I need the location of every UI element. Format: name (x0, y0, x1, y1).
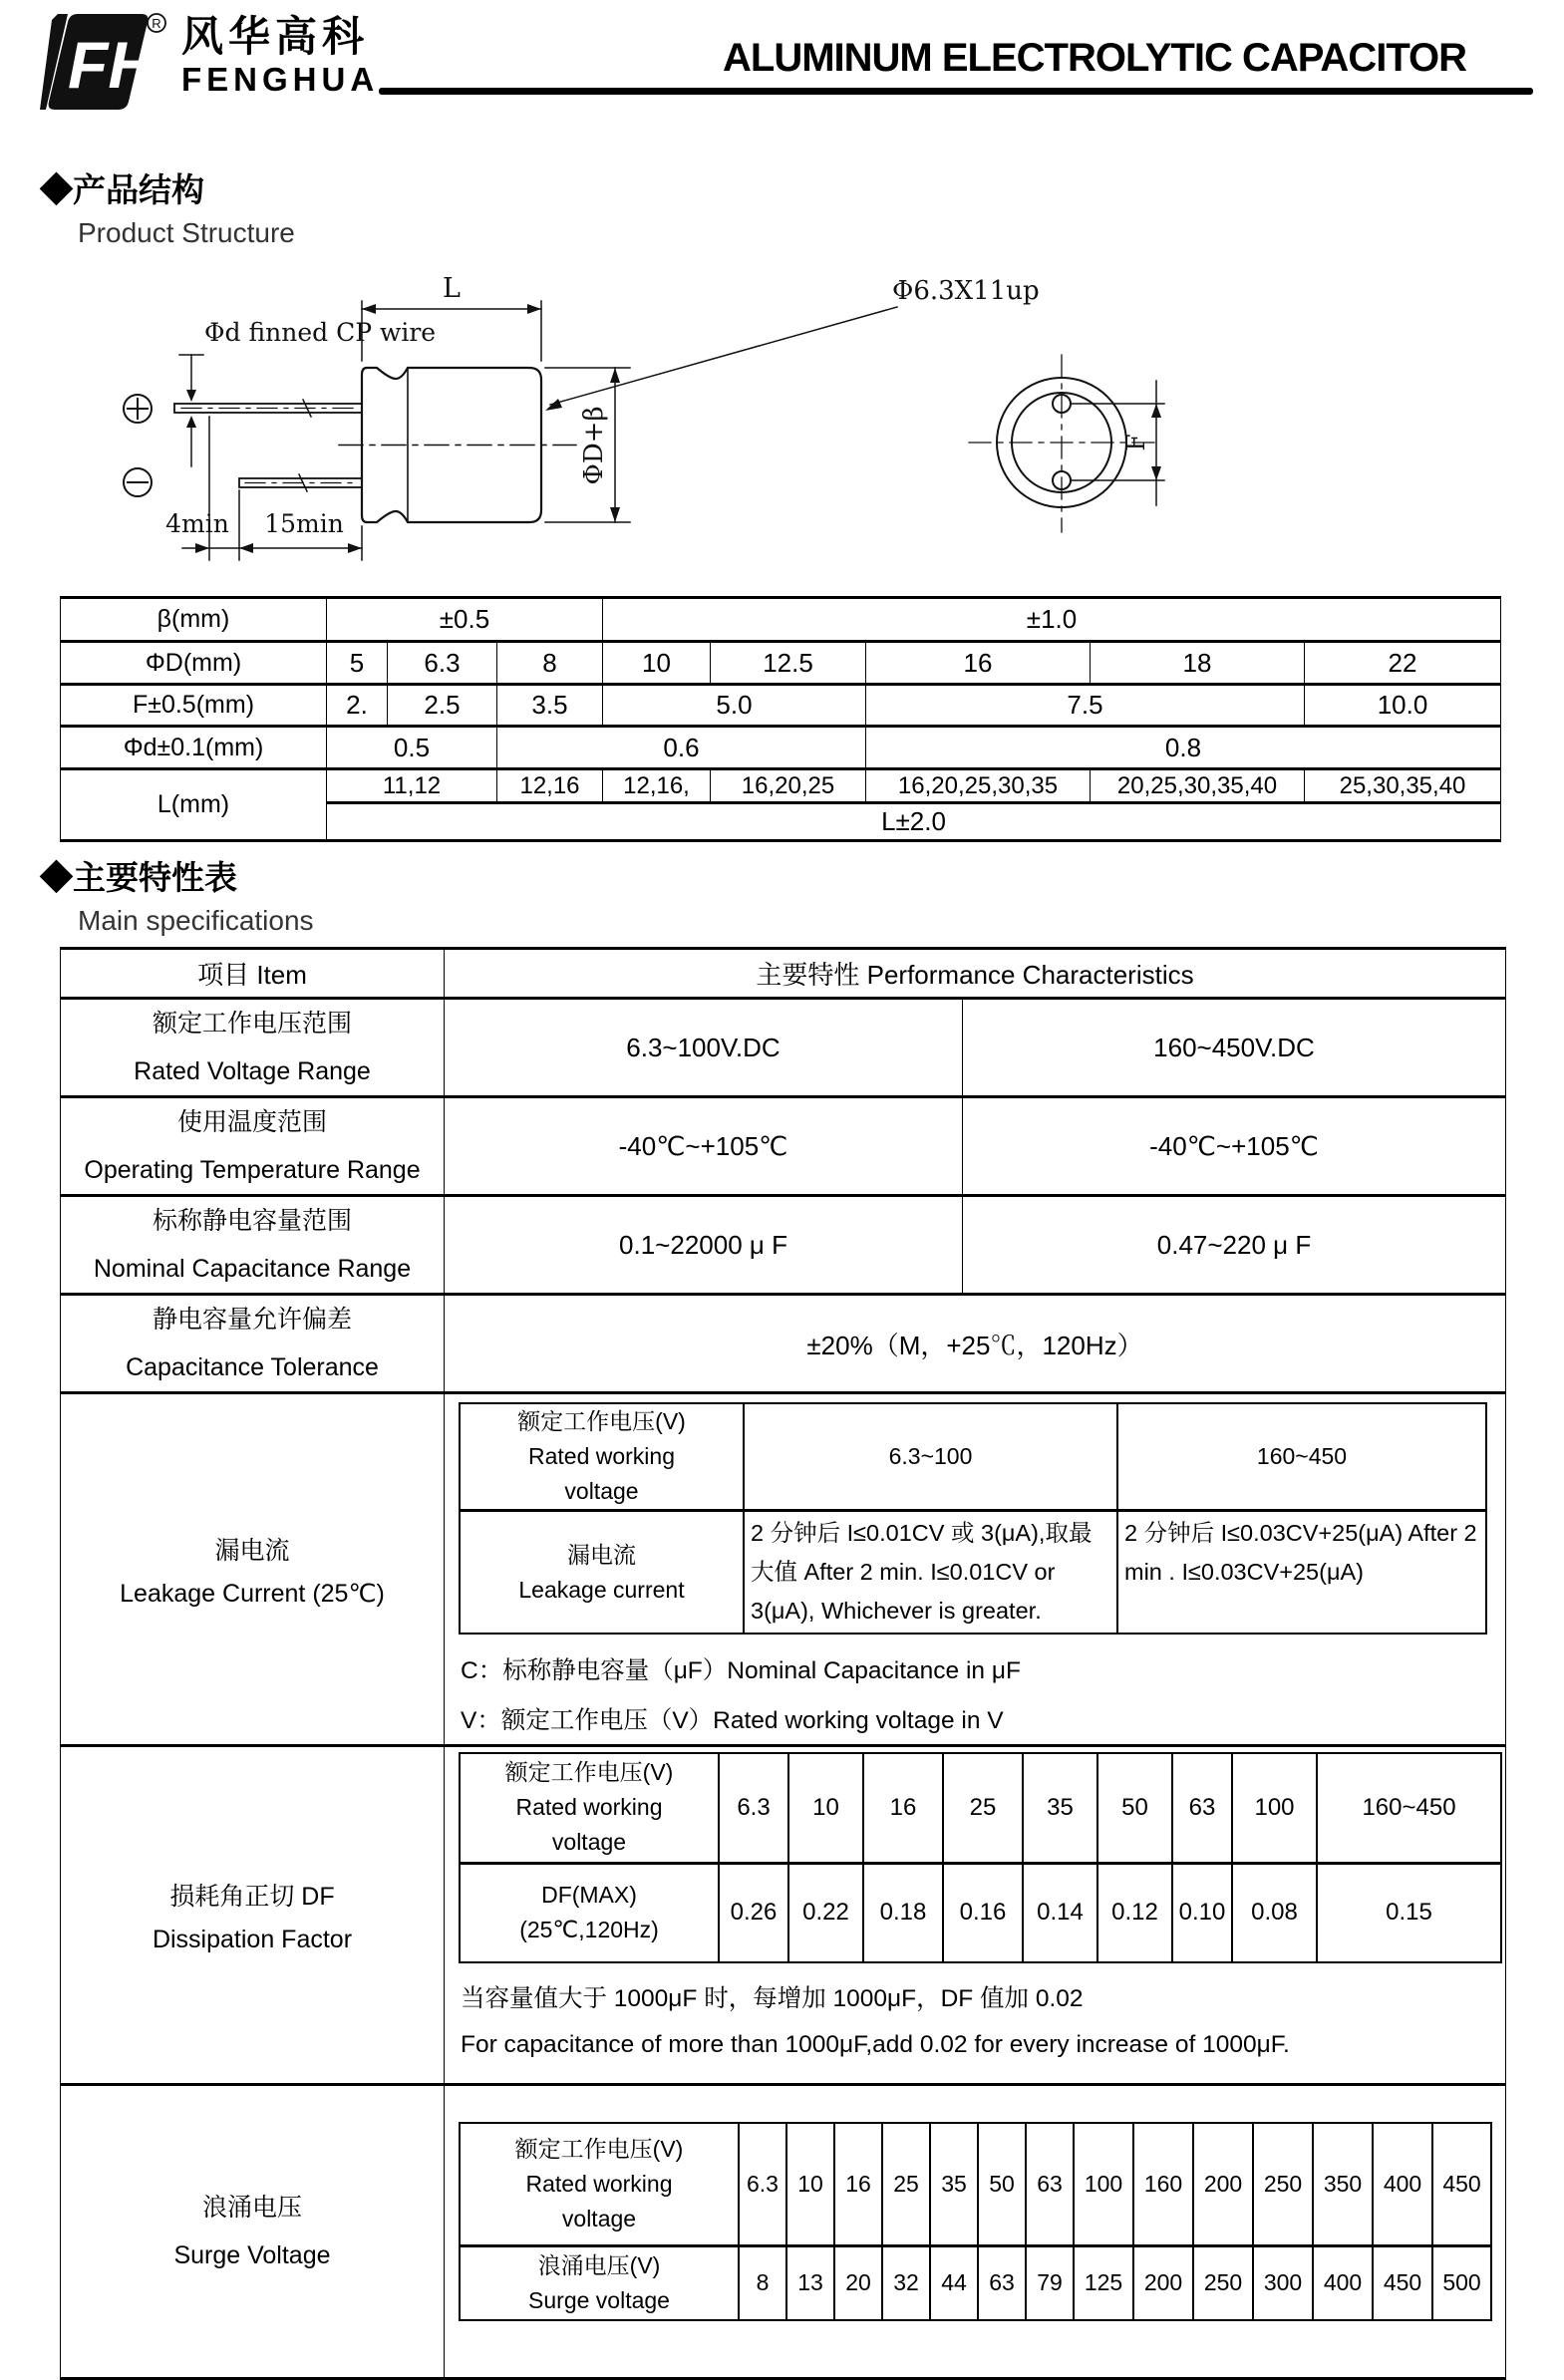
table-row (61, 999, 1506, 1097)
label-cn: 额定工作电压范围 (152, 1010, 352, 1038)
surge-voltage: 25 (882, 2123, 930, 2245)
df-voltage: 160~450 (1317, 1753, 1501, 1863)
surge-value: 125 (1074, 2245, 1133, 2320)
df-value: 0.12 (1097, 1863, 1172, 1962)
surge-value: 450 (1373, 2245, 1432, 2320)
pitch-value: 7.5 (866, 685, 1305, 727)
label-cn: 漏电流 (567, 1541, 636, 1568)
df-inner-table (459, 1752, 1502, 1963)
beta-tolerance-small: ±0.5 (327, 598, 603, 642)
df-value: 0.16 (943, 1863, 1023, 1962)
length-value: 12,16, (603, 769, 711, 803)
surge-inner-table (459, 2122, 1492, 2321)
surge-detail-cell (445, 2085, 1506, 2379)
table-row (61, 598, 1501, 642)
temperature-label (61, 1097, 445, 1196)
label-en: Operating Temperature Range (84, 1156, 421, 1184)
surge-value: 20 (834, 2245, 882, 2320)
logo-text-en: FENGHUA (181, 61, 380, 98)
surge-voltage: 450 (1432, 2123, 1491, 2245)
surge-voltage: 200 (1193, 2123, 1253, 2245)
fenghua-logo (38, 12, 379, 112)
diameter-value: 10 (603, 642, 711, 685)
df-value: 0.15 (1317, 1863, 1501, 1962)
svg-text:FH: FH (68, 28, 156, 102)
label-en: (25℃,120Hz) (519, 1917, 659, 1943)
surge-value: 300 (1253, 2245, 1313, 2320)
label-en: Dissipation Factor (152, 1925, 353, 1953)
df-value: 0.18 (863, 1863, 943, 1962)
surge-rv-label (460, 2123, 739, 2245)
label-cn: 额定工作电压(V) (504, 1759, 674, 1786)
rated-voltage-label (61, 999, 445, 1097)
tolerance-label (61, 1295, 445, 1393)
table-row (61, 1746, 1506, 2085)
label-cn: 标称静电容量范围 (152, 1207, 352, 1235)
label-en: voltage (551, 1829, 627, 1856)
lead-wire-label: Φd finned CP wire (204, 318, 437, 347)
diameter-value: 8 (497, 642, 603, 685)
beta-tolerance-large: ±1.0 (603, 598, 1501, 642)
table-row (61, 2085, 1506, 2379)
label-en: Rated working (527, 1443, 676, 1469)
lead-dia-value: 0.6 (497, 727, 866, 769)
leakage-lc-label (460, 1511, 744, 1635)
surge-voltage: 250 (1253, 2123, 1313, 2245)
leakage-rv-label (460, 1403, 744, 1511)
df-value: 0.14 (1023, 1863, 1097, 1962)
surge-voltage: 10 (786, 2123, 834, 2245)
df-value: 0.26 (719, 1863, 788, 1962)
fenghua-logo-mark (38, 12, 167, 112)
leakage-rv-low: 6.3~100 (744, 1403, 1117, 1511)
pitch-value: 2. (327, 685, 388, 727)
pitch-value: 5.0 (603, 685, 866, 727)
header-item: 项目 Item (61, 949, 445, 999)
dimension-diameter-label: ΦD+β (579, 406, 609, 485)
surge-voltage: 35 (930, 2123, 978, 2245)
dimension-F-label: F (1121, 434, 1150, 451)
df-rv-label (460, 1753, 719, 1863)
df-label (61, 1746, 445, 2085)
table-row (460, 1753, 1501, 1863)
table-row (61, 1295, 1506, 1393)
leakage-inner-table (459, 1402, 1487, 1635)
df-voltage: 16 (863, 1753, 943, 1863)
label-cn: 静电容量允许偏差 (152, 1306, 352, 1334)
lead-wires (174, 400, 362, 491)
table-row (460, 1403, 1486, 1511)
row-length-label: L(mm) (61, 769, 327, 841)
rated-voltage-low: 6.3~100V.DC (445, 999, 963, 1097)
leakage-spec-low: 2 分钟后 I≤0.01CV 或 3(μA),取最大值 After 2 min. I≤0.01CV or 3(μA), Whichever is greater. (744, 1511, 1117, 1635)
table-row (61, 685, 1501, 727)
table-row (61, 727, 1501, 769)
label-cn: 浪涌电压(V) (537, 2251, 661, 2278)
table-row (61, 1196, 1506, 1295)
rated-voltage-high: 160~450V.DC (963, 999, 1506, 1097)
label-cn: 使用温度范围 (176, 1108, 327, 1136)
diameter-value: 5 (327, 642, 388, 685)
label-cn: 额定工作电压(V) (517, 1408, 686, 1434)
positive-terminal-icon (124, 395, 152, 423)
label-en: voltage (561, 2205, 637, 2231)
table-row (460, 1511, 1486, 1635)
dimension-lead-spacing (182, 417, 362, 560)
main-spec-table (60, 947, 1506, 2380)
diameter-value: 22 (1305, 642, 1501, 685)
label-cn: 漏电流 (214, 1536, 290, 1565)
label-en: Nominal Capacitance Range (93, 1255, 412, 1283)
dimension-L-label: L (443, 273, 461, 304)
table-row (61, 642, 1501, 685)
surge-voltage: 16 (834, 2123, 882, 2245)
capacitance-range-label (61, 1196, 445, 1295)
table-row (460, 2245, 1491, 2320)
section-title-structure-en: Product Structure (78, 217, 295, 248)
surge-voltage: 100 (1074, 2123, 1133, 2245)
dimension-4min-label: 4min (165, 509, 229, 538)
length-value: 25,30,35,40 (1305, 769, 1501, 803)
temperature-high: -40℃~+105℃ (963, 1097, 1506, 1196)
pitch-value: 3.5 (497, 685, 603, 727)
surge-value: 200 (1133, 2245, 1193, 2320)
df-value: 0.22 (788, 1863, 863, 1962)
dimension-15min-label: 15min (264, 509, 344, 538)
row-diameter-label: ΦD(mm) (61, 642, 327, 685)
logo-text-cn: 风华高科 (181, 13, 370, 60)
df-voltage: 35 (1023, 1753, 1097, 1863)
label-en: DF(MAX) (541, 1882, 637, 1909)
page-title: ALUMINUM ELECTROLYTIC CAPACITOR (723, 36, 1467, 80)
df-voltage: 6.3 (719, 1753, 788, 1863)
df-value: 0.10 (1172, 1863, 1232, 1962)
diameter-value: 6.3 (388, 642, 497, 685)
surge-sv-label (460, 2245, 739, 2320)
header-divider (379, 88, 1533, 95)
leakage-note-c: C：标称静电容量（μF）Nominal Capacitance in μF (461, 1657, 1021, 1684)
surge-voltage: 63 (1026, 2123, 1074, 2245)
surge-value: 63 (978, 2245, 1026, 2320)
table-row (61, 1393, 1506, 1746)
table-row (61, 1097, 1506, 1196)
surge-value: 400 (1313, 2245, 1373, 2320)
surge-value: 79 (1026, 2245, 1074, 2320)
temperature-low: -40℃~+105℃ (445, 1097, 963, 1196)
surge-voltage: 160 (1133, 2123, 1193, 2245)
surge-value: 250 (1193, 2245, 1253, 2320)
table-row (61, 769, 1501, 803)
leakage-label (61, 1393, 445, 1746)
length-value: 20,25,30,35,40 (1091, 769, 1305, 803)
label-en: Rated working (525, 2170, 673, 2197)
surge-value: 32 (882, 2245, 930, 2320)
surge-value: 500 (1432, 2245, 1491, 2320)
row-pitch-label: F±0.5(mm) (61, 685, 327, 727)
section-title-specs-en: Main specifications (78, 905, 314, 936)
surge-value: 44 (930, 2245, 978, 2320)
label-en: Surge Voltage (173, 2241, 331, 2269)
surge-voltage: 6.3 (739, 2123, 786, 2245)
sleeve-label: Φ6.3X11up (892, 276, 1040, 306)
header-performance: 主要特性 Performance Characteristics (445, 949, 1506, 999)
pitch-value: 10.0 (1305, 685, 1501, 727)
label-en: Capacitance Tolerance (126, 1353, 379, 1381)
row-beta-label: β(mm) (61, 598, 327, 642)
label-en: Rated Voltage Range (134, 1057, 371, 1085)
lead-dia-value: 0.5 (327, 727, 497, 769)
capacitance-range-high: 0.47~220 μ F (963, 1196, 1506, 1295)
table-row (460, 2123, 1491, 2245)
df-voltage: 100 (1232, 1753, 1317, 1863)
length-tolerance: L±2.0 (327, 803, 1501, 841)
surge-voltage: 50 (978, 2123, 1026, 2245)
tolerance-value: ±20%（M，+25℃，120Hz） (445, 1295, 1506, 1393)
df-note-en: For capacitance of more than 1000μF,add 0.02 for every increase of 1000μF. (461, 2031, 1290, 2058)
leakage-rv-high: 160~450 (1117, 1403, 1486, 1511)
label-en: Leakage current (518, 1576, 685, 1603)
surge-label (61, 2085, 445, 2379)
surge-value: 13 (786, 2245, 834, 2320)
length-value: 16,20,25,30,35 (866, 769, 1091, 803)
leakage-note-v: V：额定工作电压（V）Rated working voltage in V (461, 1707, 1004, 1734)
label-cn: 额定工作电压(V) (514, 2135, 684, 2162)
df-max-label (460, 1863, 719, 1962)
surge-voltage: 400 (1373, 2123, 1432, 2245)
product-structure-diagram (100, 271, 1356, 590)
label-en: Surge voltage (528, 2286, 670, 2313)
df-note-cn: 当容量值大于 1000μF 时，每增加 1000μF，DF 值加 0.02 (461, 1985, 1084, 2012)
section-title-specs-cn: ◆主要特性表 (40, 859, 237, 896)
leakage-spec-high: 2 分钟后 I≤0.03CV+25(μA) After 2 min . I≤0.03CV+25(μA) (1117, 1511, 1486, 1635)
section-title-structure-cn: ◆产品结构 (40, 171, 204, 208)
df-voltage: 63 (1172, 1753, 1232, 1863)
table-row (61, 949, 1506, 999)
diameter-value: 18 (1091, 642, 1305, 685)
df-voltage: 25 (943, 1753, 1023, 1863)
length-value: 16,20,25 (711, 769, 866, 803)
surge-value: 8 (739, 2245, 786, 2320)
table-row (460, 1863, 1501, 1962)
label-en: Leakage Current (25℃) (120, 1579, 385, 1608)
pitch-value: 2.5 (388, 685, 497, 727)
capacitance-range-low: 0.1~22000 μ F (445, 1196, 963, 1295)
length-value: 12,16 (497, 769, 603, 803)
length-value: 11,12 (327, 769, 497, 803)
registered-mark-icon: R (152, 16, 161, 31)
surge-voltage: 350 (1313, 2123, 1373, 2245)
df-voltage: 50 (1097, 1753, 1172, 1863)
dimension-table (60, 596, 1501, 842)
df-voltage: 10 (788, 1753, 863, 1863)
row-lead-dia-label: Φd±0.1(mm) (61, 727, 327, 769)
diameter-value: 16 (866, 642, 1091, 685)
lead-dia-value: 0.8 (866, 727, 1501, 769)
label-cn: 损耗角正切 DF (169, 1882, 335, 1911)
df-value: 0.08 (1232, 1863, 1317, 1962)
label-cn: 浪涌电压 (201, 2194, 302, 2222)
label-en: voltage (564, 1478, 639, 1504)
label-en: Rated working (515, 1794, 663, 1821)
diameter-value: 12.5 (711, 642, 866, 685)
leakage-detail-cell (445, 1393, 1506, 1746)
negative-terminal-icon (124, 468, 152, 496)
sleeve-leader-line (545, 307, 897, 411)
df-detail-cell (445, 1746, 1506, 2085)
